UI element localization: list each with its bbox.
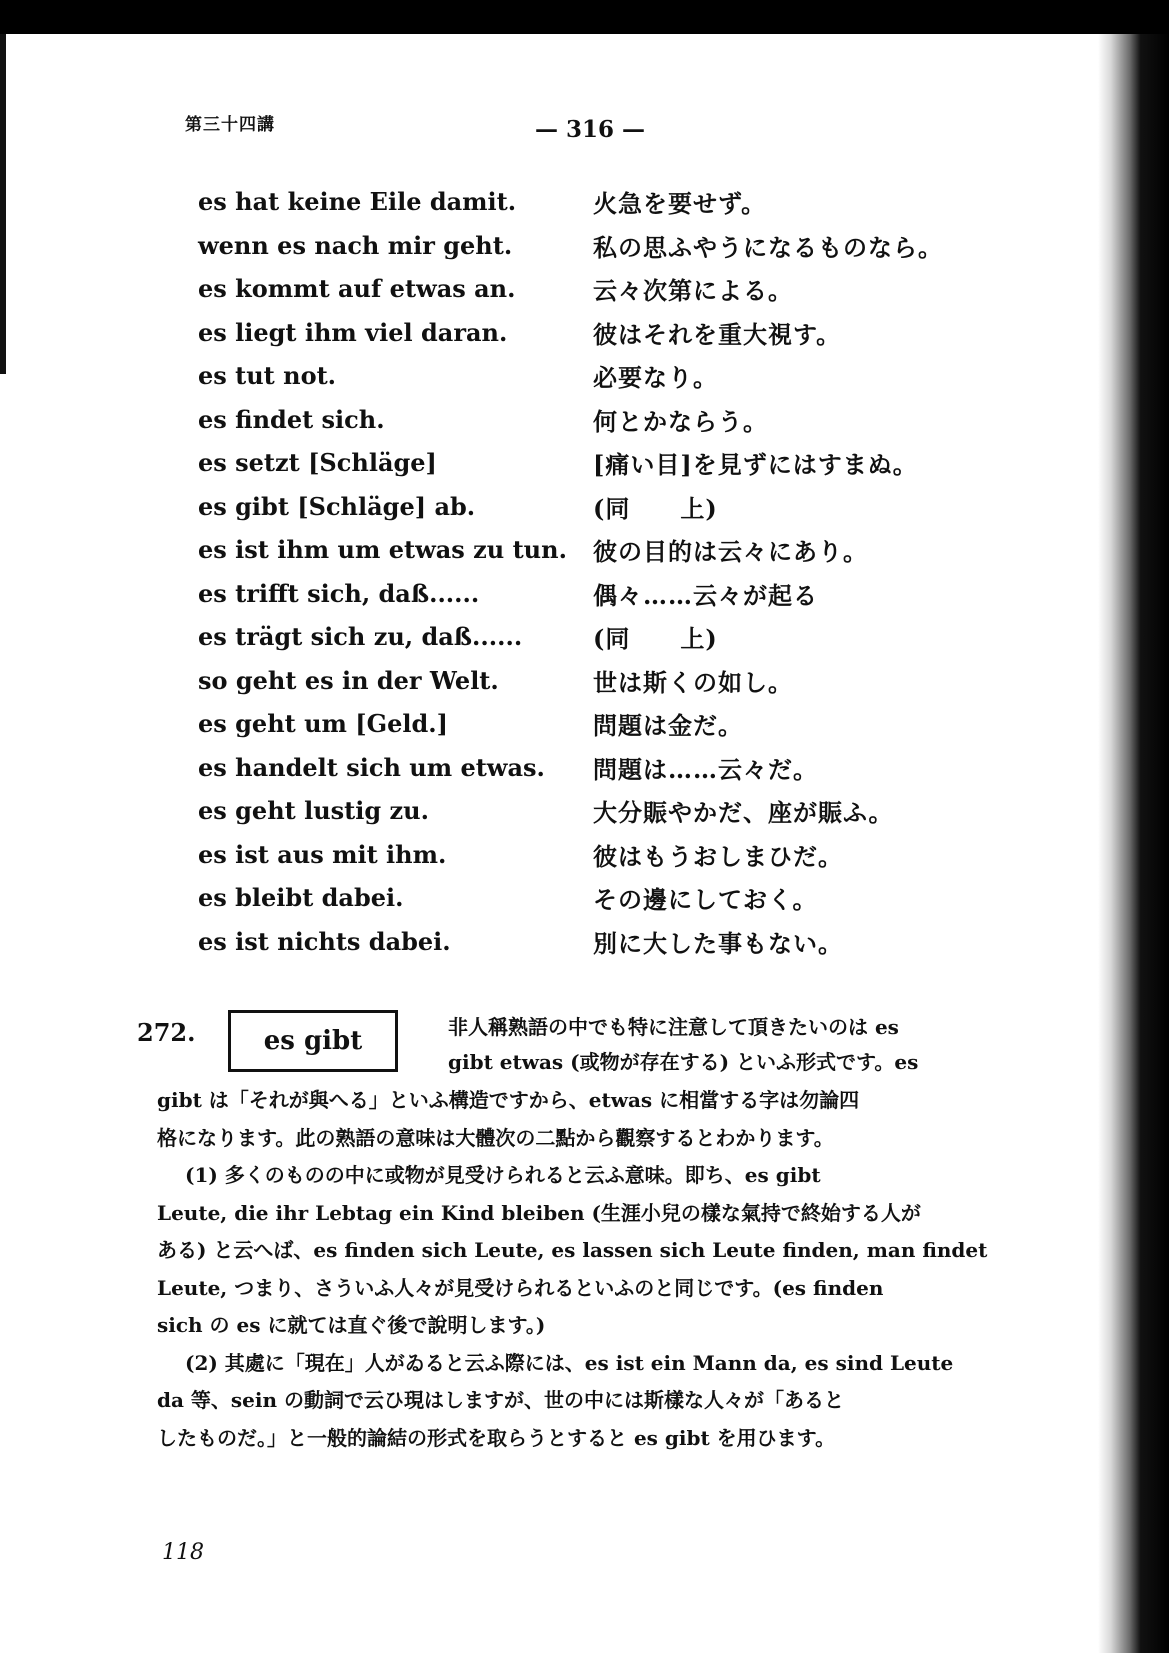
japanese-translation: 彼はそれを重大視す。	[593, 319, 842, 349]
german-phrase: es setzt [Schläge]	[198, 448, 437, 478]
section-term-box	[228, 1010, 398, 1072]
body-line: Leute, つまり、さういふ人々が見受けられるといふのと同じです。(es finden	[157, 1275, 884, 1300]
phrase-row	[198, 528, 1018, 572]
german-phrase: es ist aus mit ihm.	[198, 839, 447, 869]
japanese-translation: 偶々……云々が起る	[593, 580, 818, 610]
german-phrase: es hat keine Eile damit.	[198, 187, 517, 217]
running-head: 第三十四講	[185, 115, 275, 135]
japanese-translation: 火急を要せず。	[593, 189, 767, 219]
section-body	[157, 1082, 1017, 1457]
body-line: 格になります。此の熟語の意味は大體次の二點から觀察するとわかります。	[157, 1125, 834, 1150]
japanese-translation: 彼の目的は云々にあり。	[593, 537, 868, 567]
german-phrase: es ist nichts dabei.	[198, 926, 451, 956]
japanese-translation: 別に大した事もない。	[593, 928, 843, 958]
japanese-translation: 私の思ふやうになるものなら。	[593, 232, 943, 262]
german-phrase: es geht lustig zu.	[198, 796, 429, 826]
phrase-row	[198, 615, 1018, 659]
body-line: (2) 其處に「現在」人がゐると云ふ際には、es ist ein Mann da, es sind Leute	[185, 1350, 954, 1375]
german-phrase: es geht um [Geld.]	[198, 709, 449, 739]
phrase-row	[198, 659, 1018, 703]
german-phrase: es handelt sich um etwas.	[198, 752, 545, 782]
body-line: したものだ。」と一般的論結の形式を取らうとすると es gibt を用ひます。	[157, 1425, 836, 1450]
japanese-translation: 必要なり。	[593, 363, 718, 393]
intro-line: 非人稱熟語の中でも特に注意して頂きたいのは es	[448, 1015, 899, 1039]
german-phrase: es bleibt dabei.	[198, 883, 404, 913]
japanese-translation: その邊にしておく。	[593, 885, 818, 915]
phrase-row	[198, 267, 1018, 311]
japanese-translation: 問題は金だ。	[593, 711, 743, 741]
german-phrase: es kommt auf etwas an.	[198, 274, 516, 304]
german-phrase: es tut not.	[198, 361, 337, 391]
german-phrase: es findet sich.	[198, 404, 385, 434]
intro-line: gibt etwas (或物が存在する) といふ形式です。es	[448, 1050, 919, 1074]
german-phrase: so geht es in der Welt.	[198, 665, 499, 695]
scan-left-border	[0, 34, 6, 374]
german-phrase: es liegt ihm viel daran.	[198, 317, 508, 347]
japanese-translation: 大分賑やかだ、座が賑ふ。	[593, 798, 894, 828]
german-phrase: es ist ihm um etwas zu tun.	[198, 535, 567, 565]
scan-top-border	[0, 0, 1169, 34]
japanese-translation: [痛い目]を見ずにはすまぬ。	[593, 450, 918, 480]
japanese-translation: (同 上)	[593, 624, 718, 654]
phrase-row	[198, 224, 1018, 268]
section-term: es gibt	[263, 1026, 363, 1056]
folio-number: 118	[162, 1540, 204, 1565]
phrase-row	[198, 441, 1018, 485]
body-line: gibt は「それが與へる」といふ構造ですから、etwas に相當する字は勿論四	[157, 1088, 860, 1112]
body-line: (1) 多くのものの中に或物が見受けられると云ふ意味。即ち、es gibt	[185, 1163, 821, 1187]
phrase-row	[198, 398, 1018, 442]
scan-binding-shadow	[1098, 34, 1169, 1653]
phrase-row	[198, 311, 1018, 355]
japanese-translation: 彼はもうおしまひだ。	[593, 841, 843, 871]
body-line: Leute, die ihr Lebtag ein Kind bleiben (生涯小兒の樣な氣持で終始する人が	[157, 1200, 921, 1225]
phrase-row	[198, 833, 1018, 877]
japanese-translation: 云々次第による。	[593, 276, 793, 306]
phrase-row	[198, 180, 1018, 224]
japanese-translation: 世は斯くの如し。	[593, 667, 793, 697]
phrase-row	[198, 789, 1018, 833]
german-phrase: es trifft sich, daß......	[198, 578, 480, 608]
phrase-row	[198, 354, 1018, 398]
body-line: ある) と云へば、es finden sich Leute, es lassen sich Leute finden, man findet	[157, 1238, 988, 1262]
phrase-row	[198, 572, 1018, 616]
german-phrase: es trägt sich zu, daß......	[198, 622, 523, 652]
phrase-row	[198, 876, 1018, 920]
body-line: sich の es に就ては直ぐ後で說明します。)	[157, 1313, 546, 1337]
japanese-translation: 何とかならう。	[593, 406, 768, 436]
german-phrase: wenn es nach mir geht.	[198, 230, 513, 260]
phrase-row	[198, 746, 1018, 790]
japanese-translation: (同 上)	[593, 493, 718, 523]
phrase-list	[198, 180, 1018, 963]
section-number: 272.	[137, 1018, 196, 1047]
section-intro	[448, 1010, 1016, 1080]
phrase-row	[198, 702, 1018, 746]
german-phrase: es gibt [Schläge] ab.	[198, 491, 476, 521]
page-number: — 316 —	[535, 116, 646, 143]
body-line: da 等、sein の動詞で云ひ現はしますが、世の中には斯樣な人々が「あると	[157, 1388, 844, 1412]
japanese-translation: 問題は……云々だ。	[593, 754, 818, 784]
phrase-row	[198, 920, 1018, 964]
phrase-row	[198, 485, 1018, 529]
